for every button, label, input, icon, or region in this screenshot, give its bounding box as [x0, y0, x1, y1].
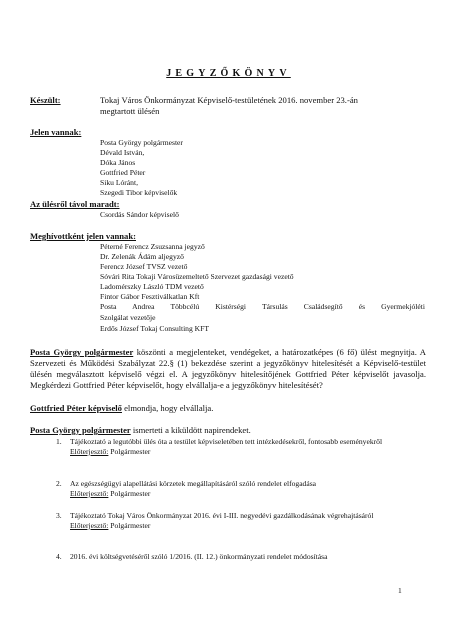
presenter-name: Polgármester: [108, 521, 151, 530]
agenda-item: [56, 552, 400, 562]
presenter-label: Előterjesztő:: [70, 489, 109, 498]
agenda-number: 2.: [56, 479, 62, 488]
agenda-text: Az egészségügyi alapellátási körzetek megállapításáról szóló rendelet elfogadása: [70, 479, 317, 488]
list-item: Ladomérszky László TDM vezető: [100, 282, 204, 291]
presenter-label: Előterjesztő:: [70, 521, 109, 530]
agenda-presenter: [70, 521, 400, 531]
invited-posta-line1: Posta Andrea Többcélú Kistérségi Társulás Családsegítő és Gyermekjóléti: [100, 302, 425, 311]
jelen-vannak-label: Jelen vannak:: [30, 127, 82, 137]
present-members-list: [100, 138, 183, 198]
agenda-item: [56, 511, 400, 531]
paragraph-text: köszönti a megjelenteket, vendégeket, a határozatképes (6 fő) ülést megnyitja. A Szervezeti és Működési Szabályzat 22.§ (1) bekezdése szerint a jegyzőkönyv hitelesítését a Képviselő-testület ülésén megválasztott képviselő végzi el. A jegyzőkönyv hitelesítőjének Gottfried Péter képviselőt javasolja. Megkérdezi Gottfried Péter képviselőt, hogy elvállalja-e a jegyzőkönyv hitelesítését?: [30, 347, 426, 390]
meghivottkent-label: Meghívottként jelen vannak:: [30, 231, 136, 241]
invited-list: [100, 242, 294, 302]
presenter-name: Polgármester: [108, 489, 151, 498]
invited-posta-line2: Szolgálat vezetője: [100, 313, 156, 322]
speaker: Posta György polgármester: [30, 347, 134, 357]
keszult-line2: megtartott ülésén: [100, 106, 160, 116]
invited-last: Erdős József Tokaj Consulting KFT: [100, 324, 210, 333]
agenda-number: 4.: [56, 552, 62, 561]
opening-paragraph: [30, 347, 426, 391]
tavol-label: Az ülésről távol maradt:: [30, 199, 120, 209]
agenda-number: 1.: [56, 437, 62, 446]
list-item: Gottfried Péter: [100, 168, 146, 177]
paragraph-text: ismerteti a kiküldött napirendeket.: [130, 425, 251, 435]
agenda-item: [56, 479, 400, 499]
keszult-label: Készült:: [30, 95, 61, 105]
list-item: Dévald István,: [100, 148, 145, 157]
agenda-presenter: [70, 489, 400, 499]
page-number: 1: [398, 586, 402, 595]
list-item: Sóvári Rita Tokaji Városüzemeltető Szervezet gazdasági vezető: [100, 272, 294, 281]
agenda-text: 2016. évi költségvetéséről szóló 1/2016. (II. 12.) önkormányzati rendelet módosítása: [70, 552, 328, 561]
presenter-label: Előterjesztő:: [70, 447, 109, 456]
agenda-number: 3.: [56, 511, 62, 520]
list-item: Fintor Gábor Fesztiválkatlan Kft: [100, 292, 200, 301]
agenda-item: [56, 437, 400, 457]
keszult-line1: Tokaj Város Önkormányzat Képviselő-testületének 2016. november 23.-án: [100, 95, 358, 105]
list-item: Ferencz József TVSZ vezető: [100, 262, 188, 271]
absent-member: Csordás Sándor képviselő: [100, 210, 179, 219]
agenda-presenter: [70, 447, 400, 457]
paragraph-text: elmondja, hogy elvállalja.: [121, 403, 214, 413]
presenter-name: Polgármester: [108, 447, 151, 456]
gottfried-paragraph: [30, 403, 213, 414]
list-item: Posta György polgármester: [100, 138, 183, 147]
agenda-text: Tájékoztató a legutóbbi ülés óta a testület képviseletében tett intézkedésekről, fontosabb eseményekről: [70, 437, 383, 446]
agenda-intro-paragraph: [30, 425, 251, 436]
speaker: Gottfried Péter képviselő: [30, 403, 122, 413]
document-title: JEGYZŐKÖNYV: [166, 68, 291, 79]
list-item: Dóka János: [100, 158, 136, 167]
list-item: Szegedi Tibor képviselők: [100, 188, 178, 197]
list-item: Siku Lóránt,: [100, 178, 138, 187]
agenda-text: Tájékoztató Tokaj Város Önkormányzat 2016. évi I-III. negyedévi gazdálkodásának végrehajtásáról: [70, 511, 374, 520]
speaker: Posta György polgármester: [30, 425, 131, 435]
list-item: Dr. Zelenák Ádám aljegyző: [100, 252, 184, 261]
list-item: Péterné Ferencz Zsuzsanna jegyző: [100, 242, 205, 251]
